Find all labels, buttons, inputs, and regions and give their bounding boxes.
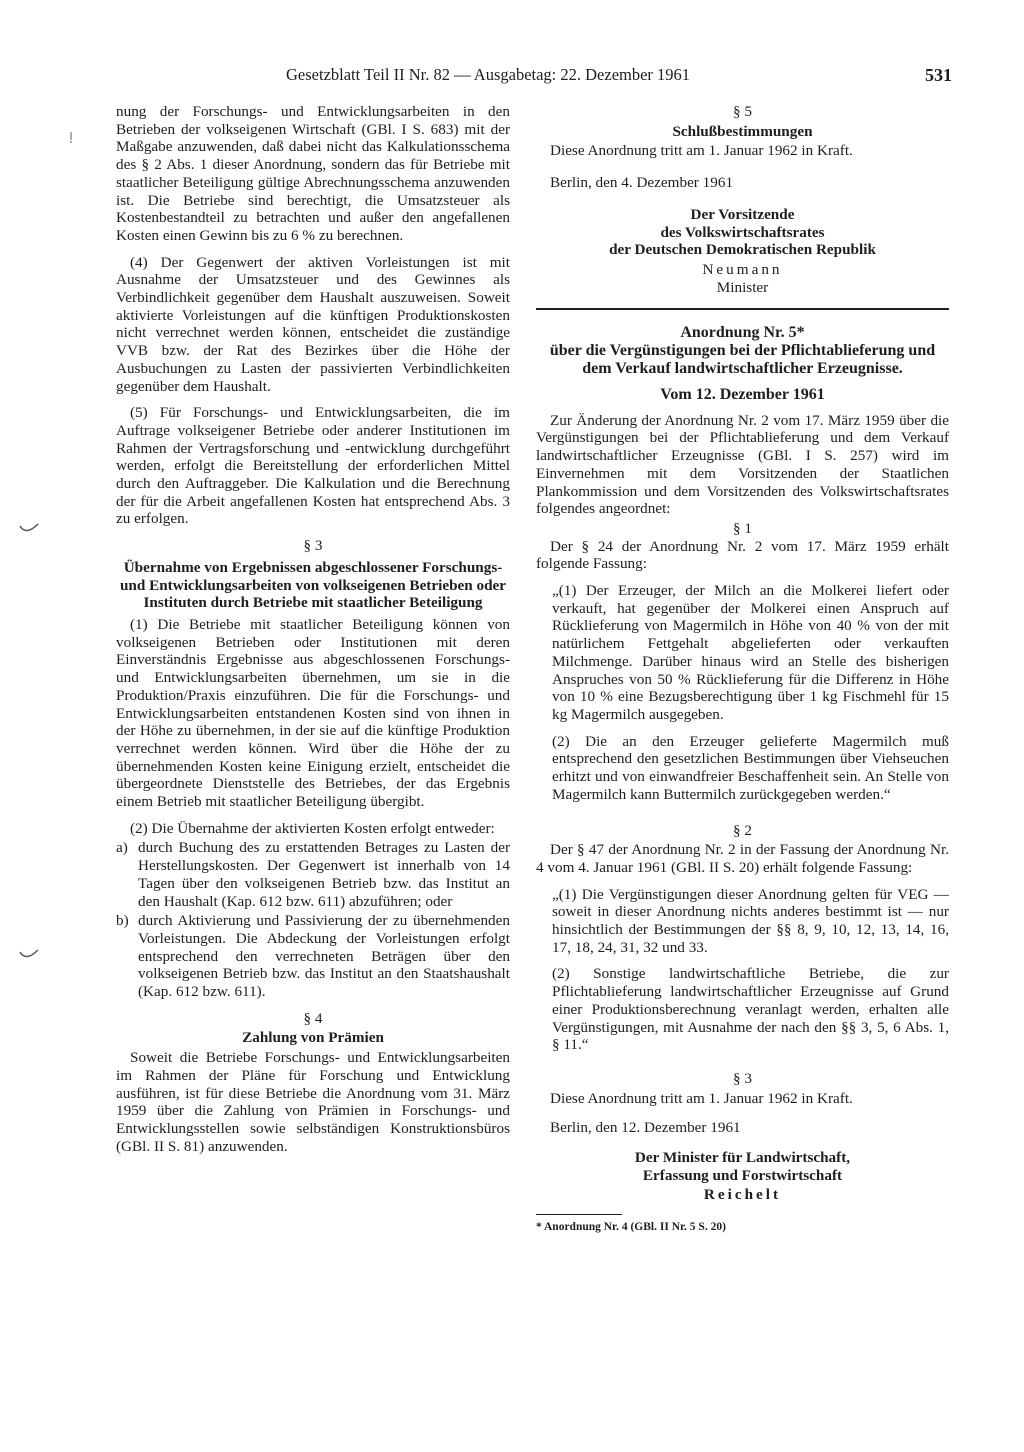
ordinance-subtitle: über die Vergünstigungen bei der Pflichtablieferung und dem Verkauf landwirtschaftlicher Erzeugnisse. xyxy=(549,342,936,378)
list-label: b) xyxy=(116,912,129,930)
quoted-paragraph: (2) Die an den Erzeuger gelieferte Magermilch muß entsprechend den gesetzlichen Bestimmungen über Viehseuchen erhitzt und von einwandfreier Beschaffenheit sein. An Stelle von Magermilch kann Buttermilch zurückgegeben werden.“ xyxy=(552,732,949,803)
list-text: durch Aktivierung und Passivierung der zu übernehmenden Vorleistungen. Die Abdeckung der Vorleistungen erfolgt entsprechend den verrechneten Beträgen über den volkseigenen Betrieb bzw. das Institut an den Staatshaushalt (Kap. 612 bzw. 611). xyxy=(138,912,510,1001)
page-number: 531 xyxy=(925,65,952,85)
paragraph: Diese Anordnung tritt am 1. Januar 1962 in Kraft. xyxy=(550,142,853,160)
section-title: Zahlung von Prämien xyxy=(242,1029,384,1047)
section-title: Übernahme von Ergebnissen abgeschlossener Forschungs- und Entwicklungsarbeiten von volkseigenen Betrieben oder Instituten durch Betriebe mit staatlicher Beteiligung xyxy=(119,558,507,612)
paragraph: nung der Forschungs- und Entwicklungsarbeiten in den Betrieben der volkseigenen Wirtschaft (GBl. I S. 683) mit der Maßgabe anzuwenden, daß dabei nicht das Kalkulationsschema des § 2 Abs. 1 dieser Anordnung, sondern das für Betriebe mit staatlicher Beteiligung gültige Abrechnungsschema anzuwenden ist. Die Betriebe sind berechtigt, die Umsatzsteuer als Kostenbestandteil zu betrachten und außer den angefallenen Kosten einen Gewinn bis zu 6 % zu berechnen. xyxy=(116,103,510,244)
page-header xyxy=(272,62,952,88)
footnote: * Anordnung Nr. 4 (GBl. II Nr. 5 S. 20) xyxy=(536,1221,726,1234)
date-line: Berlin, den 12. Dezember 1961 xyxy=(550,1119,741,1137)
left-column xyxy=(116,103,510,1155)
signatory-name: Neumann xyxy=(702,260,783,278)
section-title: Schlußbestimmungen xyxy=(672,122,813,140)
list-label: a) xyxy=(116,839,128,857)
list-text: durch Buchung des zu erstattenden Betrages zu Lasten der Herstellungskosten. Der Gegenwert ist innerhalb von 14 Tagen über den volkseigenen Betrieb bzw. das Institut an den Haushalt (Kap. 612 bzw. 611) abzuführen; oder xyxy=(138,839,510,910)
paragraph: (4) Der Gegenwert der aktiven Vorleistungen ist mit Ausnahme der Umsatzsteuer und des Gewinnes als Verbindlichkeit gegenüber dem Haushalt auszuweisen. Soweit aktivierte Vorleistungen auf die künftigen Produktionskosten nicht verrechnet werden können, entscheidet die zuständige VVB bzw. der Rat des Bezirkes über die Höhe der Ausbuchungen zu Lasten der passivierten Verbindlichkeiten gegenüber dem Haushalt. xyxy=(116,253,510,395)
margin-mark-icon xyxy=(18,520,40,538)
paragraph: (2) Die Übernahme der aktivierten Kosten erfolgt entweder: xyxy=(130,819,495,837)
margin-mark-icon xyxy=(18,946,40,964)
paragraph: (5) Für Forschungs- und Entwicklungsarbeiten, die im Auftrage volkseigener Betriebe oder anderer Institutionen im Rahmen der Vertragsforschung und -entwicklung durchgeführt werden, erfolgt die Bereitstellung der erforderlichen Mittel durch den Auftraggeber. Die Kalkulation und die Berechnung der für die Arbeit angefallenen Kosten hat entsprechend Abs. 3 zu erfolgen. xyxy=(116,404,510,528)
ordinance-title: Anordnung Nr. 5* xyxy=(680,324,805,342)
header-title: Gesetzblatt Teil II Nr. 82 — Ausgabetag: 22. Dezember 1961 xyxy=(286,65,691,84)
section-divider xyxy=(536,308,949,310)
section-number: § 3 xyxy=(303,537,323,555)
paragraph: Diese Anordnung tritt am 1. Januar 1962 in Kraft. xyxy=(550,1089,853,1107)
list-item xyxy=(116,912,510,1001)
footnote-divider xyxy=(536,1214,622,1215)
paragraph: Zur Änderung der Anordnung Nr. 2 vom 17. März 1959 über die Vergünstigungen bei der Pflichtablieferung und dem Verkauf landwirtschaftlicher Erzeugnisse (GBl. I S. 257) wird im Einvernehmen mit dem Vorsitzenden der Staatlichen Plankommission und dem Vorsitzenden des Volkswirtschaftsrates folgendes angeordnet: xyxy=(536,411,949,518)
section-number: § 4 xyxy=(303,1009,323,1027)
signatory-name: Reichelt xyxy=(703,1186,782,1204)
margin-mark-icon xyxy=(66,130,76,144)
section-number: § 3 xyxy=(733,1069,752,1087)
paragraph: Der § 24 der Anordnung Nr. 2 vom 17. März 1959 erhält folgende Fassung: xyxy=(536,537,949,573)
signature-line: der Deutschen Demokratischen Republik xyxy=(609,241,876,259)
signature-line: des Volkswirtschaftsrates xyxy=(660,223,825,241)
paragraph: Soweit die Betriebe Forschungs- und Entwicklungsarbeiten im Rahmen der Pläne für Forschung und Entwicklung ausführen, ist für diese Betriebe die Anordnung vom 31. März 1959 über die Zahlung von Prämien in Forschungs- und Entwicklungsstellen sowie selbständigen Konstruktionsbüros (GBl. II S. 81) anzuwenden. xyxy=(116,1049,510,1155)
signature-line: Erfassung und Forstwirtschaft xyxy=(642,1166,843,1184)
right-column xyxy=(536,103,949,1237)
quoted-paragraph: (2) Sonstige landwirtschaftliche Betriebe, die zur Pflichtablieferung landwirtschaftlicher Erzeugnisse auf Grund einer Produktionsberechnung veranlagt werden, erhalten alle Vergünstigungen, mit Ausnahme der nach den §§ 3, 5, 6 Abs. 1, § 11.“ xyxy=(552,965,949,1054)
section-number: § 5 xyxy=(733,103,752,120)
section-number: § 1 xyxy=(733,519,752,537)
paragraph: (1) Die Betriebe mit staatlicher Beteiligung können von volkseigenen Betrieben oder Institutionen mit deren Einverständnis Ergebnisse aus abgeschlossenen Forschungs- und Entwicklungsarbeiten übernehmen, um sie in die Produktion/Praxis einzuführen. Die für die Forschungs- und Entwicklungsarbeiten entstandenen Kosten sind von ihnen in der Höhe zu übernehmen, in der sie auf die künftige Produktion verrechnet werden können. Wird über die Höhe der zu übernehmenden Kosten keine Einigung erzielt, entscheidet die übergeordnete Dienststelle des Betriebes, der das Ergebnis einem Betrieb mit staatlicher Beteiligung übergibt. xyxy=(116,615,510,811)
date-line: Berlin, den 4. Dezember 1961 xyxy=(550,174,734,192)
quoted-paragraph: „(1) Die Vergünstigungen dieser Anordnung gelten für VEG — soweit in dieser Anordnung nichts anderes bestimmt ist — nur hinsichtlich der Bestimmungen der §§ 8, 9, 10, 12, 13, 14, 16, 17, 18, 24, 31, 32 und 33. xyxy=(552,885,949,956)
signature-line: Der Minister für Landwirtschaft, xyxy=(634,1149,851,1167)
quoted-paragraph: „(1) Der Erzeuger, der Milch an die Molkerei liefert oder verkauft, hat gegenüber der Molkerei einen Anspruch auf Rücklieferung von Magermilch in Höhe von 40 % von der mit natürlichem Fettgehalt abgelieferten oder verkauften Milchmenge. Darüber hinaus wird an Stelle des bisherigen Anspruches von 50 % Rücklieferung für die Differenz in Höhe von 10 % eine Bezugsberechtigung über 1 kg Fischmehl für 15 kg Magermilch ausgegeben. xyxy=(552,582,949,723)
ordinance-date: Vom 12. Dezember 1961 xyxy=(660,386,825,404)
paragraph: Der § 47 der Anordnung Nr. 2 in der Fassung der Anordnung Nr. 4 vom 4. Januar 1961 (GBl. II S. 20) erhält folgende Fassung: xyxy=(536,841,949,876)
signatory-role: Minister xyxy=(716,278,769,296)
list-item xyxy=(116,839,510,910)
section-number: § 2 xyxy=(733,821,752,839)
signature-line: Der Vorsitzende xyxy=(690,205,795,223)
